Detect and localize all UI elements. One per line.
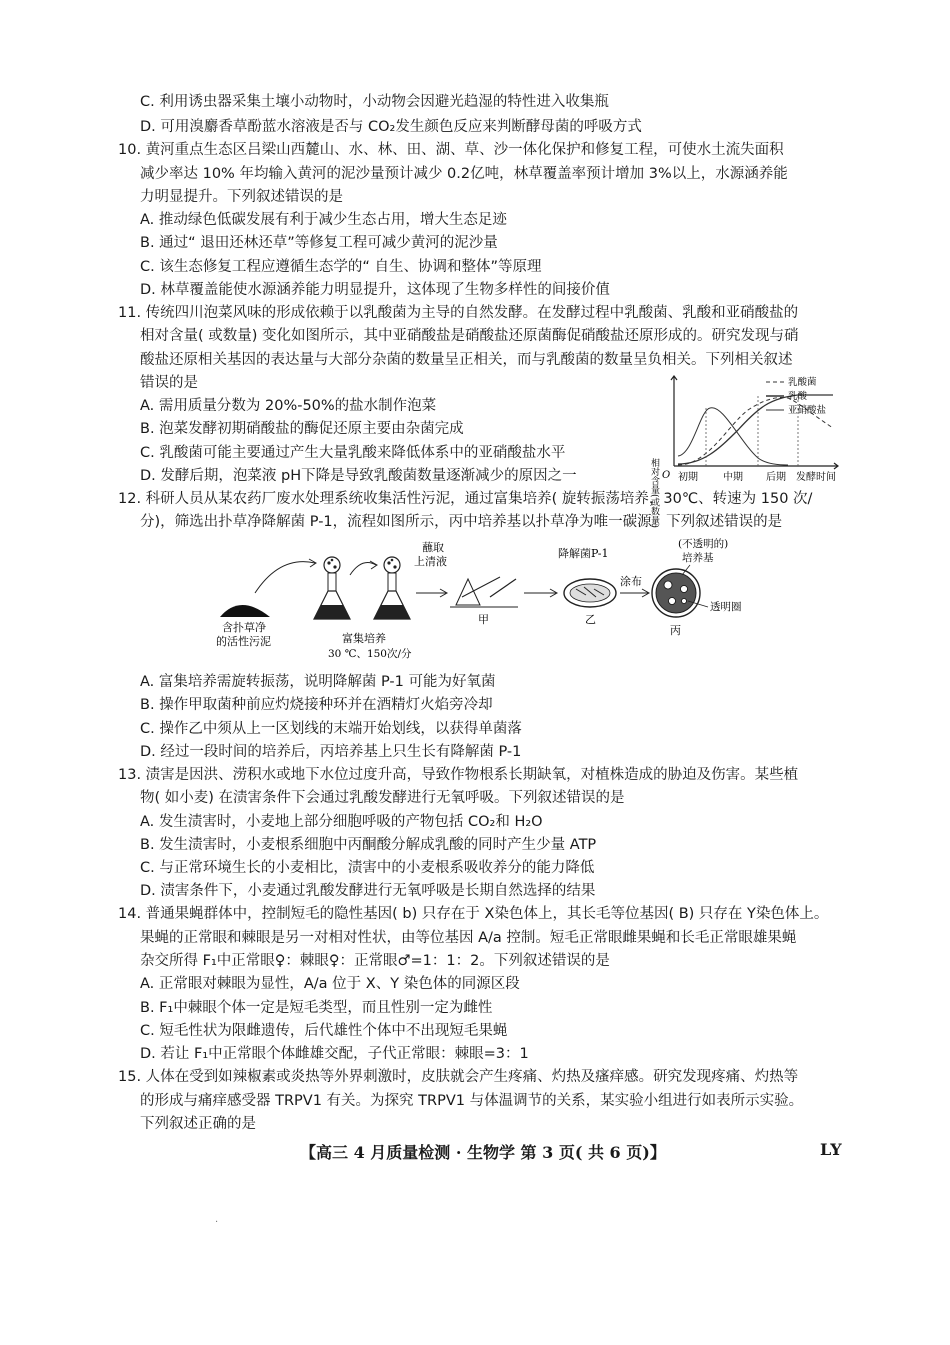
q12-option-b: B. 操作甲取菌种前应灼烧接种环并在酒精灯火焰旁冷却 [140, 697, 493, 713]
q11-option-a: A. 需用质量分数为 20%-50%的盐水制作泡菜 [140, 398, 437, 414]
graph-origin: O [662, 470, 671, 481]
nitrite-curve [678, 408, 788, 465]
q14-stem-line-1: 14. 普通果蝇群体中，控制短毛的隐性基因( b) 只存在于 X染色体上，其长毛等位基因( B) 只存在 Y染色体上。 [118, 906, 829, 922]
q14-option-a: A. 正常眼对棘眼为显性，A/a 位于 X、Y 染色体的同源区段 [140, 976, 520, 992]
arrow-to-flask-1 [255, 562, 315, 593]
q13-stem-line-2: 物( 如小麦) 在渍害条件下会通过乳酸发酵进行无氧呼吸。下列叙述错误的是 [140, 790, 625, 806]
q13-option-c: C. 与正常环境生长的小麦相比，渍害中的小麦根系吸收养分的能力降低 [140, 860, 595, 876]
q15-stem-line-1: 15. 人体在受到如辣椒素或炎热等外界刺激时，皮肤就会产生疼痛、灼热及瘙痒感。研究发现疼痛、灼热等 [118, 1069, 799, 1085]
q11-option-b: B. 泡菜发酵初期硝酸盐的酶促还原主要由杂菌完成 [140, 421, 464, 437]
q10-stem-line-1: 10. 黄河重点生态区吕梁山西麓山、水、林、田、湖、草、沙一体化保护和修复工程，可使水土流失面积 [118, 142, 784, 158]
q14-option-c: C. 短毛性状为限雌遗传，后代雄性个体中不出现短毛果蝇 [140, 1023, 508, 1039]
sludge-label-2: 的活性污泥 [216, 635, 271, 648]
q13-option-b: B. 发生渍害时，小麦根系细胞中丙酮酸分解成乳酸的同时产生少量 ATP [140, 837, 597, 853]
graph-ylabel: 相对含量(或数量) [649, 458, 659, 529]
q11-option-d: D. 发酵后期，泡菜液 pH下降是导致乳酸菌数量逐渐减少的原因之一 [140, 468, 577, 484]
q10-stem-line-2: 减少率达 10% 年均输入黄河的泥沙量预计减少 0.2亿吨，林草覆盖率预计增加 3%以上，水源涵养能 [140, 166, 788, 182]
legend-lactic: 乳酸 [788, 391, 808, 402]
q11-option-c: C. 乳酸菌可能主要通过产生大量乳酸来降低体系中的亚硝酸盐水平 [140, 445, 566, 461]
q13-option-a: A. 发生渍害时，小麦地上部分细胞呼吸的产物包括 CO₂和 H₂O [140, 814, 543, 830]
clear-zone-label: 透明圈 [710, 601, 742, 613]
q10-option-b: B. 通过“ 退田还林还草”等修复工程可减少黄河的泥沙量 [140, 235, 498, 251]
opaque-label-2: 培养基 [682, 552, 714, 564]
q9-option-d: D. 可用溴麝香草酚蓝水溶液是否与 CO₂发生颜色反应来判断酵母菌的呼吸方式 [140, 119, 642, 135]
graph-xlabel: 发酵时间 [796, 472, 836, 483]
q10-option-d: D. 林草覆盖能使水源涵养能力明显提升，这体现了生物多样性的间接价值 [140, 282, 610, 298]
q12-flow-figure [200, 535, 740, 665]
q14-option-d: D. 若让 F₁中正常眼个体雌雄交配，子代正常眼：棘眼=3：1 [140, 1046, 529, 1062]
enrich-label-2: 30 ℃、150次/分 [328, 648, 412, 660]
opaque-label-1: (不透明的) [678, 538, 729, 550]
yi-label: 乙 [585, 613, 596, 626]
q11-stem-line-3: 酸盐还原相关基因的表达量与大部分杂菌的数量呈正相关，而与乳酸菌的数量呈负相关。下列相关叙述 [140, 352, 793, 368]
enrich-label-1: 富集培养 [342, 632, 386, 645]
legend-bacteria: 乳酸菌 [788, 377, 817, 388]
graph-xtick-early: 初期 [678, 472, 698, 483]
q12-stem-line-1: 12. 科研人员从某农药厂废水处理系统收集活性污泥，通过富集培养( 旋转振荡培养，30℃、转速为 150 次/ [118, 491, 813, 507]
q10-option-a: A. 推动绿色低碳发展有利于减少生态占用，增大生态足迹 [140, 212, 507, 228]
q11-content-graph [648, 370, 848, 529]
q14-option-b: B. F₁中棘眼个体一定是短毛类型，而且性别一定为雌性 [140, 1000, 493, 1016]
q13-stem-line-1: 13. 渍害是因洪、涝积水或地下水位过度升高，导致作物根系长期缺氧，对植株造成的胁迫及伤害。某些植 [118, 767, 799, 783]
sludge-label-1: 含扑草净 [222, 621, 266, 634]
flask-icon [374, 557, 410, 619]
q12-stem-line-2: 分)，筛选出扑草净降解菌 P-1，流程如图所示，丙中培养基以扑草净为唯一碳源。下列叙述错误的是 [140, 514, 783, 530]
flask-icon [314, 557, 350, 619]
streak-plate-icon [564, 579, 616, 607]
q11-stem-line-2: 相对含量( 或数量) 变化如图所示，其中亚硝酸盐是硝酸盐还原菌酶促硝酸盐还原形成的。研究发现与硝 [140, 328, 799, 344]
q12-option-a: A. 富集培养需旋转振荡，说明降解菌 P-1 可能为好氧菌 [140, 674, 496, 690]
dip-label-2: 上清液 [414, 555, 447, 568]
q11-stem-line-1: 11. 传统四川泡菜风味的形成依赖于以乳酸菌为主导的自然发酵。在发酵过程中乳酸菌、乳酸和亚硝酸盐的 [118, 305, 799, 321]
q12-option-c: C. 操作乙中须从上一区划线的末端开始划线，以获得单菌落 [140, 721, 522, 737]
q10-stem-line-3: 力明显提升。下列叙述错误的是 [140, 189, 343, 205]
culture-plate-icon [652, 569, 700, 617]
page-footer: 【高三 4 月质量检测 · 生物学 第 3 页( 共 6 页)】 [300, 1143, 666, 1162]
footer-code: LY [820, 1140, 842, 1159]
scan-speck: . [215, 1214, 219, 1225]
q9-option-c: C. 利用诱虫器采集土壤小动物时，小动物会因避光趋湿的特性进入收集瓶 [140, 94, 609, 110]
q14-stem-line-2: 果蝇的正常眼和棘眼是另一对相对性状，由等位基因 A/a 控制。短毛正常眼雌果蝇和长毛正常眼雄果蝇 [140, 930, 797, 946]
sludge-icon [220, 605, 270, 617]
q15-stem-line-2: 的形成与痛痒感受器 TRPV1 有关。为探究 TRPV1 与体温调节的关系，某实验小组进行如表所示实验。 [140, 1093, 804, 1109]
q10-option-c: C. 该生态修复工程应遵循生态学的“ 自生、协调和整体”等原理 [140, 259, 542, 275]
legend-nitrite: 亚硝酸盐 [788, 405, 827, 416]
bing-label: 丙 [670, 624, 681, 637]
q15-stem-line-3: 下列叙述正确的是 [140, 1116, 256, 1132]
jia-label: 甲 [478, 613, 489, 626]
q13-option-d: D. 渍害条件下，小麦通过乳酸发酵进行无氧呼吸是长期自然选择的结果 [140, 883, 596, 899]
spread-label: 涂布 [620, 575, 642, 588]
strain-label: 降解菌P-1 [558, 547, 609, 560]
q11-stem-line-4: 错误的是 [140, 375, 198, 391]
graph-xtick-late: 后期 [766, 472, 786, 483]
graph-xtick-mid: 中期 [723, 472, 743, 483]
q12-option-d: D. 经过一段时间的培养后，丙培养基上只生长有降解菌 P-1 [140, 744, 522, 760]
dip-label-1: 蘸取 [422, 541, 444, 554]
alcohol-lamp-icon [450, 577, 518, 607]
q14-stem-line-3: 杂交所得 F₁中正常眼♀：棘眼♀：正常眼♂=1：1：2。下列叙述错误的是 [140, 953, 610, 969]
